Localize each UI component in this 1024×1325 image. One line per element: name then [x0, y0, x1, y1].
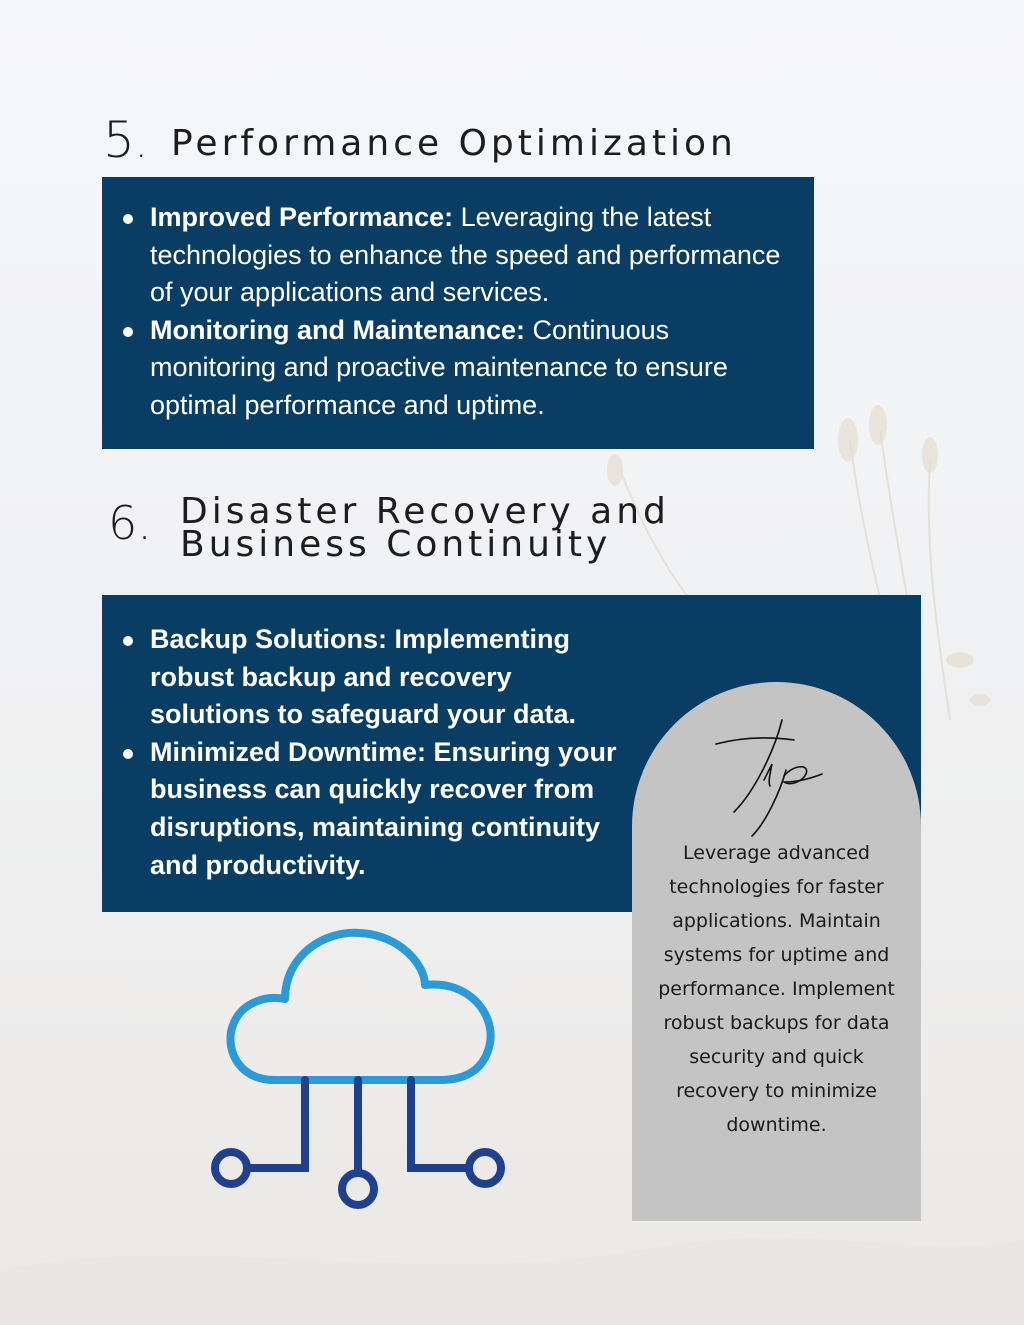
list-item: Monitoring and Maintenance: Continuous monitoring and proactive maintenance to ensure optimal performance and uptime.: [150, 312, 800, 425]
section-5-heading: [103, 112, 843, 172]
tip-card: [632, 682, 921, 1221]
list-item: Improved Performance: Leveraging the latest technologies to enhance the speed and performance of your applications and services.: [150, 199, 800, 312]
section-6-heading: [108, 491, 808, 575]
section-6-title: Disaster Recovery and Business Continuity: [180, 491, 670, 565]
tip-script-logo: [694, 712, 834, 842]
cloud-network-icon: [205, 925, 515, 1225]
list-item: Backup Solutions: Implementing robust backup and recovery solutions to safeguard your data.: [150, 621, 620, 734]
section-5-number: 5.: [103, 111, 148, 169]
section-6-number: 6.: [108, 496, 152, 550]
list-item: Minimized Downtime: Ensuring your business can quickly recover from disruptions, maintaining continuity and productivity.: [150, 734, 620, 884]
section-5-title: Performance Optimization: [171, 123, 737, 164]
tip-text: Leverage advanced technologies for faster applications. Maintain systems for uptime and performance. Implement robust backups for data security and quick recovery to minimize downtime.: [658, 842, 895, 1136]
performance-list: [150, 199, 800, 425]
performance-panel: [102, 177, 814, 449]
